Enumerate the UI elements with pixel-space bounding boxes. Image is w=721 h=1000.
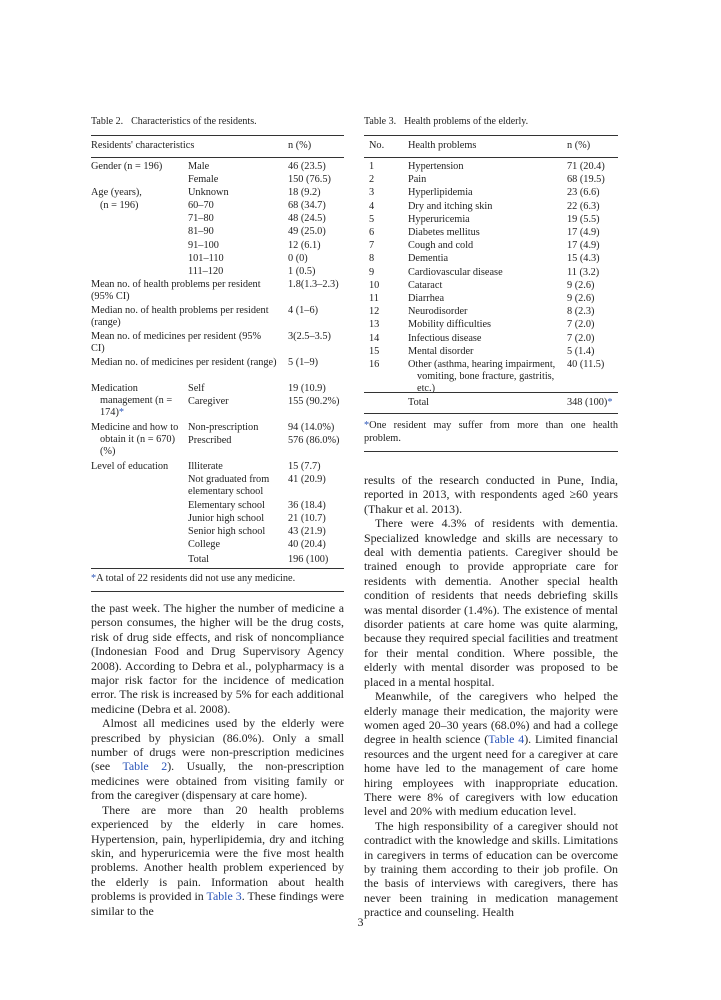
row-number: 3 <box>369 187 375 199</box>
paragraph: There were 4.3% of residents with dementia. Specialized knowledge and skills are necessary to deal with dementia patients. Caregiver should be trained enough to provide appropriate care for residents with dementia. Another special health condition of residents that needs debriefing skills was mental disorder (1.4%). The existence of mental disorder patients at care home was quite alarming, because they required special facilities and treatment for their mental condition. Where possible, the elderly with mental disorder was proposed to be placed in a mental hospital. <box>364 516 618 689</box>
row-value: 12 (6.1) <box>288 240 321 251</box>
row-value: 5 (1–9) <box>288 357 319 368</box>
column-header: Residents' characteristics <box>91 140 195 151</box>
row-value: 36 (18.4) <box>288 500 326 511</box>
row-value: 1 (0.5) <box>288 266 316 277</box>
row-value: 576 (86.0%) <box>288 435 340 446</box>
footnote-marker: * <box>364 420 370 431</box>
row-category: 81–90 <box>188 226 214 237</box>
row-number: 6 <box>369 227 375 238</box>
row-category: Non-prescription <box>188 422 259 433</box>
row-problem: Hyperlipidemia <box>408 187 473 199</box>
paragraph <box>364 689 618 819</box>
row-problem: Hyperuricemia <box>408 213 470 225</box>
row-value: 21 (10.7) <box>288 513 326 524</box>
row-category: Not graduated from elementary school <box>188 474 270 498</box>
text-run: . These findings were similar to the <box>91 889 344 918</box>
footnote-text: A total of 22 residents did not use any medicine. <box>96 573 296 584</box>
row-value: 94 (14.0%) <box>288 422 335 433</box>
table-bottom-rule <box>364 413 618 414</box>
text-run: Almost all medicines used by the elderly were prescribed by physician (86.0%). Only a small number of drugs were non-prescription medicines (see <box>91 716 344 774</box>
row-label: Median no. of health problems per resident (range) <box>91 305 269 329</box>
paragraph <box>91 803 344 918</box>
row-value: 15 (7.7) <box>288 461 321 472</box>
header-rule <box>91 157 344 158</box>
paragraph: the past week. The higher the number of medicine a person consumes, the higher will be the drug costs, risk of drug side effects, and risk of noncompliance (Indonesian Food and Drug Supervisory Agency 2008). According to Debra et al., polypharmacy is a major risk factor for the incidence of medication error. The risk is increased by 5% for each additional medicine (Debra et al. 2008). <box>91 601 344 716</box>
row-category: College <box>188 539 221 550</box>
row-value: 9 (2.6) <box>567 293 595 304</box>
row-value: 71 (20.4) <box>567 161 605 172</box>
row-value: 68 (19.5) <box>567 174 605 186</box>
row-value: 48 (24.5) <box>288 213 326 224</box>
row-value: 46 (23.5) <box>288 161 326 172</box>
text-run: ). Limited financial resources and the urgent need for a caregiver at care home have led to the management of care home hiring employees with inappropriate education. There were 8% of caregivers with low education level and 20% with medium education level. <box>364 732 619 819</box>
row-value: 18 (9.2) <box>288 187 321 198</box>
header-rule <box>364 157 618 158</box>
page-number: 3 <box>357 915 364 929</box>
row-number: 5 <box>369 213 375 225</box>
row-problem: Neurodisorder <box>408 306 468 318</box>
row-number: 7 <box>369 240 375 252</box>
footnote-text: One resident may suffer from more than one health problem. <box>364 420 618 444</box>
row-value: 150 (76.5) <box>288 174 331 185</box>
row-label: Medicine and how to obtain it (n = 670) (%) <box>91 422 179 458</box>
row-value: 17 (4.9) <box>567 227 600 238</box>
row-value: 43 (21.9) <box>288 526 326 537</box>
row-number: 11 <box>369 293 379 304</box>
row-value: 15 (4.3) <box>567 253 600 265</box>
row-problem: Hypertension <box>408 161 464 172</box>
row-value: 41 (20.9) <box>288 474 326 485</box>
column-header: Health problems <box>408 140 477 151</box>
table-bottom-rule <box>91 568 344 569</box>
paragraph: results of the research conducted in Pune, India, reported in 2013, with respondents aged ≥60 years (Thakur et al. 2013). <box>364 473 618 516</box>
row-problem: Dry and itching skin <box>408 200 493 212</box>
table-title: Health problems of the elderly. <box>404 116 529 127</box>
table-top-rule <box>364 135 618 136</box>
row-category: 91–100 <box>188 240 219 251</box>
row-label: (n = 196) <box>100 200 139 211</box>
row-value: 19 (10.9) <box>288 383 326 394</box>
row-label <box>82 279 283 303</box>
row-value: 155 (90.2%) <box>288 396 340 407</box>
row-value: 7 (2.0) <box>567 319 595 331</box>
row-category: Junior high school <box>188 513 265 524</box>
row-category: Caregiver <box>188 396 229 407</box>
row-number: 14 <box>369 332 380 344</box>
row-value: 5 (1.4) <box>567 345 595 357</box>
table-2-footnote <box>91 572 344 585</box>
row-category: Elementary school <box>188 500 265 511</box>
row-number: 16 <box>369 359 380 370</box>
total-label: Total <box>408 397 430 408</box>
row-label: Age (years), <box>91 187 142 198</box>
row-number: 1 <box>369 161 375 172</box>
row-problem: Mental disorder <box>408 345 474 357</box>
row-value: 22 (6.3) <box>567 200 600 212</box>
footnote-marker: * <box>118 407 125 419</box>
column-header: No. <box>369 140 385 151</box>
row-number: 13 <box>369 319 380 331</box>
row-value: 68 (34.7) <box>288 200 326 211</box>
row-number: 2 <box>369 174 375 186</box>
row-label: Level of education <box>91 461 169 472</box>
row-value: 11 (3.2) <box>567 266 600 278</box>
row-number: 10 <box>369 279 380 291</box>
medication-label: Medication management (n = 174) <box>91 383 173 419</box>
row-problem: Pain <box>408 174 427 186</box>
row-problem: Cough and cold <box>408 240 474 252</box>
row-number: 15 <box>369 345 380 357</box>
row-value: 40 (11.5) <box>567 359 605 370</box>
row-problem: Cataract <box>408 279 443 291</box>
table-3-caption <box>364 116 528 127</box>
row-number: 9 <box>369 266 375 278</box>
text-run: Meanwhile, of the caregivers who helped the elderly manage their medication, the majority were women aged 20–30 years (68.0%) and had a college degree in health science ( <box>364 689 618 747</box>
row-problem: Mobility difficulties <box>408 319 492 331</box>
row-value: 196 (100) <box>288 554 329 565</box>
row-value: 40 (20.4) <box>288 539 326 550</box>
row-number: 4 <box>369 200 375 212</box>
row-category: Senior high school <box>188 526 266 537</box>
row-category: Female <box>188 174 219 185</box>
row-problem: Diarrhea <box>408 293 445 304</box>
column-header: n (%) <box>288 140 312 151</box>
column-header: n (%) <box>567 140 591 151</box>
row-category: Prescribed <box>188 435 232 446</box>
row-value: 4 (1–6) <box>288 305 319 316</box>
row-value: 8 (2.3) <box>567 306 595 318</box>
row-value: 9 (2.6) <box>567 279 595 291</box>
row-category: 71–80 <box>188 213 214 224</box>
row-problem: Other (asthma, hearing impairment, vomiting, bone fracture, gastritis, etc.) <box>408 359 556 395</box>
total-number: 348 (100) <box>567 397 608 408</box>
total-value <box>567 397 612 409</box>
table-top-rule <box>91 135 344 136</box>
row-label: Median no. of medicines per resident (range) <box>91 357 277 368</box>
row-problem: Infectious disease <box>408 332 482 344</box>
row-category: Male <box>188 161 210 172</box>
table-3-link[interactable]: Table 3 <box>206 889 242 904</box>
row-problem: Dementia <box>408 253 449 265</box>
row-value: 3(2.5–3.5) <box>288 331 331 342</box>
footnote-rule <box>91 591 344 592</box>
footnote-rule <box>364 451 618 452</box>
row-value: 19 (5.5) <box>567 213 600 225</box>
row-category: 101–110 <box>188 253 224 264</box>
table-3-footnote <box>364 419 618 445</box>
row-label: Gender (n = 196) <box>91 161 163 172</box>
row-category: 60–70 <box>188 200 214 211</box>
paragraph <box>91 716 344 802</box>
table-2-caption <box>91 116 257 127</box>
row-category: Total <box>188 554 210 565</box>
row-number: 8 <box>369 253 375 265</box>
row-value: 0 (0) <box>288 253 308 264</box>
row-problem: Cardiovascular disease <box>408 266 503 278</box>
row-problem: Diabetes mellitus <box>408 227 480 238</box>
row-value: 17 (4.9) <box>567 240 600 252</box>
row-category: Self <box>188 383 205 394</box>
left-body-text <box>91 601 344 918</box>
row-category: Unknown <box>188 187 229 198</box>
row-category: 111–120 <box>188 266 224 277</box>
table-2-link[interactable]: Table 2 <box>122 759 168 774</box>
row-label <box>91 383 188 420</box>
row-value: 1.8(1.3–2.3) <box>288 279 339 290</box>
table-label: Table 3. <box>364 116 397 127</box>
footnote-marker: * <box>91 573 97 584</box>
text-run: There are more than 20 health problems experienced by the elderly in care homes. Hypertension, pain, hyperlipidemia, dry and itching skin, and hyperuricemia were the five most health problems. Another health problem experienced by the elderly is pain. Information about health problems is provided in <box>91 802 344 904</box>
table-label: Table 2. <box>91 116 124 127</box>
row-label: Mean no. of medicines per resident (95% CI) <box>91 331 262 355</box>
row-category: Illiterate <box>188 461 223 472</box>
row-value: 23 (6.6) <box>567 187 600 199</box>
paragraph: The high responsibility of a caregiver should not contradict with the knowledge and skills. Limitations in caregivers in terms of education can be overcome by training them according to their job profile. On the basis of interviews with caregivers, there has never been training in medication management practice and counseling. Health <box>364 818 618 920</box>
table-title: Characteristics of the residents. <box>131 116 257 127</box>
row-number: 12 <box>369 306 380 318</box>
row-value: 7 (2.0) <box>567 332 595 344</box>
table-4-link[interactable]: Table 4 <box>488 732 525 747</box>
right-body-text <box>364 473 618 920</box>
total-rule <box>364 392 618 393</box>
row-value: 49 (25.0) <box>288 226 326 237</box>
footnote-marker: * <box>607 397 613 408</box>
text-run: ). Usually, the non-prescription medicines were obtained from visiting family or from the caregiver (dispensary at care home). <box>91 759 345 803</box>
span-label: Mean no. of health problems per resident (95% CI) <box>91 279 261 303</box>
